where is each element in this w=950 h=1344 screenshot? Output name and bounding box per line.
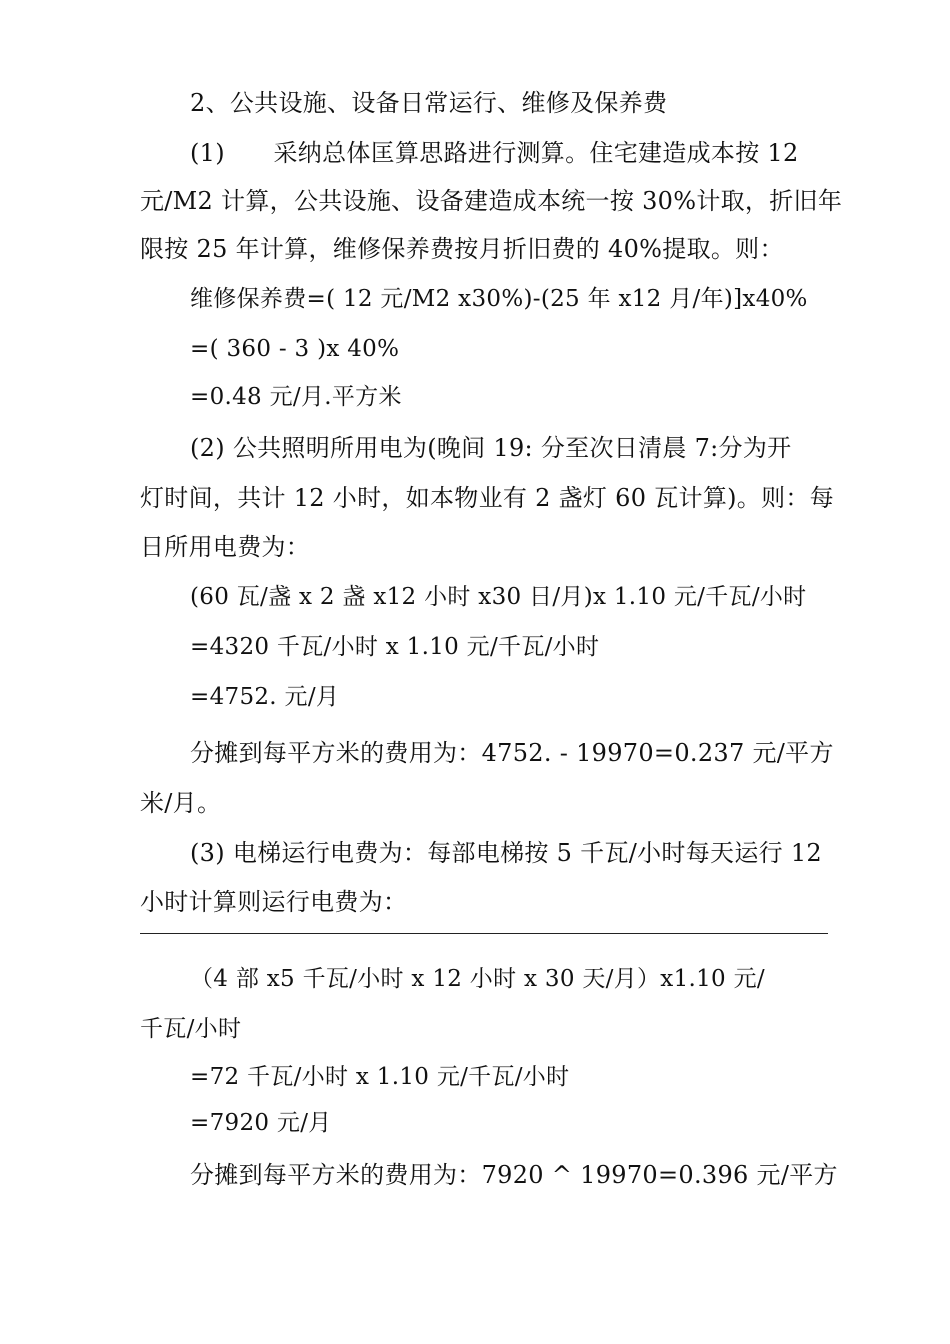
page-divider [140,933,828,934]
paragraph-line: (2) 公共照明所用电为(晚间 19: 分至次日清晨 7:分为开 [190,434,792,462]
paragraph-line: (1) 采纳总体匡算思路进行测算。住宅建造成本按 12 [190,139,799,167]
formula-line: =7920 元/月 [190,1110,332,1136]
formula-line: (60 瓦/盏 x 2 盏 x12 小时 x30 日/月)x 1.10 元/千瓦/小时 [190,584,807,610]
formula-line: =4320 千瓦/小时 x 1.10 元/千瓦/小时 [190,634,600,660]
formula-line: 维修保养费=( 12 元/M2 x30%)-(25 年 x12 月/年)]x40% [190,286,808,312]
paragraph-line: 分摊到每平方米的费用为：7920 ^ 19970=0.396 元/平方 [190,1161,838,1189]
paragraph-line: 分摊到每平方米的费用为：4752. - 19970=0.237 元/平方 [190,739,834,767]
paragraph-line: 日所用电费为： [140,533,311,561]
formula-line: =4752. 元/月 [190,684,340,710]
paragraph-line: 限按 25 年计算，维修保养费按月折旧费的 40%提取。则： [140,235,784,263]
paragraph-line: (3) 电梯运行电费为：每部电梯按 5 千瓦/小时每天运行 12 [190,839,823,867]
paragraph-line: 米/月。 [140,789,222,817]
section-heading: 2、公共设施、设备日常运行、维修及保养费 [190,89,668,117]
paragraph-line: 灯时间，共计 12 小时，如本物业有 2 盏灯 60 瓦计算)。则：每 [140,484,834,512]
paragraph-line: 小时计算则运行电费为： [140,888,408,916]
formula-line: 千瓦/小时 [140,1016,242,1042]
formula-line: =72 千瓦/小时 x 1.10 元/千瓦/小时 [190,1064,570,1090]
paragraph-line: 元/M2 计算，公共设施、设备建造成本统一按 30%计取，折旧年 [140,187,843,215]
formula-line: =0.48 元/月.平方米 [190,384,402,410]
formula-line: （4 部 x5 千瓦/小时 x 12 小时 x 30 天/月）x1.10 元/ [190,966,765,992]
formula-line: =( 360 - 3 )x 40% [190,336,400,362]
